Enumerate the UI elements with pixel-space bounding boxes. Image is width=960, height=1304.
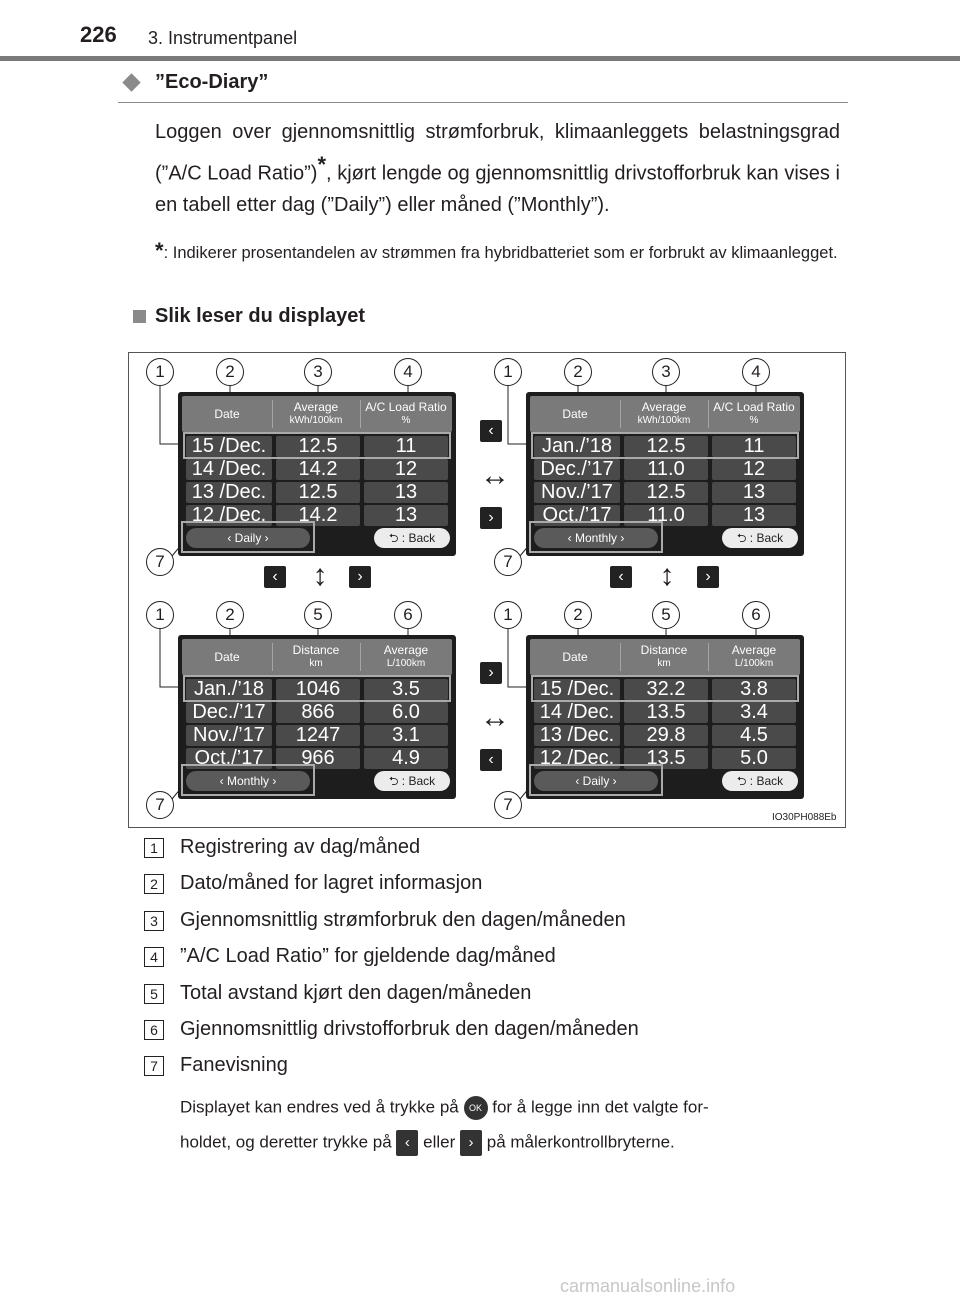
- chevron-left-icon: ‹: [480, 420, 502, 442]
- table-cell: 4.9: [364, 748, 448, 769]
- legend-text: Gjennomsnittlig drivstofforbruk den dagen/måneden: [180, 1018, 639, 1040]
- callout-number: 4: [742, 358, 770, 386]
- callout-number: 1: [146, 358, 174, 386]
- column-header: [708, 639, 800, 675]
- header-divider: [708, 400, 709, 428]
- column-header-label: Average: [383, 643, 429, 657]
- highlight-frame-tab: [529, 521, 663, 553]
- table-cell: 15 /Dec.: [534, 679, 620, 700]
- legend-number: 5: [144, 984, 164, 1004]
- footer-text-2: for å legge inn det valgte for-: [492, 1097, 709, 1117]
- column-header: [620, 639, 708, 675]
- swap-horizontal-icon: ↔: [480, 701, 510, 734]
- footer-line-1: [180, 1096, 850, 1120]
- table-header: [530, 396, 800, 432]
- legend-text: Total avstand kjørt den dagen/måneden: [180, 981, 532, 1004]
- table-cell: 12.5: [624, 436, 708, 457]
- column-header-label: A/C Load Ratio: [365, 400, 447, 414]
- table-cell: 13: [364, 505, 448, 526]
- header-divider: [360, 400, 361, 428]
- chevron-left-icon: ‹: [480, 749, 502, 771]
- table-row: [186, 702, 448, 723]
- chevron-right-icon: ›: [349, 566, 371, 588]
- table-row: [186, 482, 448, 503]
- table-cell: 6.0: [364, 702, 448, 723]
- table-cell: 15 /Dec.: [186, 436, 272, 457]
- header-divider: [620, 643, 621, 671]
- table-cell: 14 /Dec.: [186, 459, 272, 480]
- legend-number: 2: [144, 874, 164, 894]
- tab-selector[interactable]: ‹ Monthly ›: [186, 771, 310, 791]
- column-header: [530, 639, 620, 675]
- highlight-frame-tab: [181, 764, 315, 796]
- column-header: [530, 396, 620, 432]
- legend-number: 4: [144, 947, 164, 967]
- column-header-unit: L/100km: [734, 658, 774, 669]
- table-cell: 12: [364, 459, 448, 480]
- table-cell: 5.0: [712, 748, 796, 769]
- table-cell: 3.4: [712, 702, 796, 723]
- legend-text: Gjennomsnittlig strømforbruk den dagen/måneden: [180, 908, 626, 931]
- body-text-1: Loggen over gjennomsnittlig strømforbruk, klimaanleggets belastningsgrad (”A/C Load Ratio”): [155, 121, 840, 185]
- callout-number: 6: [742, 601, 770, 629]
- table-row: [534, 459, 796, 480]
- column-header-unit: %: [749, 415, 759, 426]
- column-header: [272, 639, 360, 675]
- table-cell: Dec./’17: [186, 702, 272, 723]
- highlight-frame-date-row: [183, 675, 451, 702]
- highlight-frame-date-row: [531, 675, 799, 702]
- column-header-label: Average: [731, 643, 777, 657]
- column-header-label: Date: [562, 406, 588, 421]
- header-divider: [708, 643, 709, 671]
- swap-vertical-icon: ↕: [312, 559, 328, 592]
- table-cell: 29.8: [624, 725, 708, 746]
- highlight-frame-date-row: [531, 432, 799, 459]
- table-row: [534, 702, 796, 723]
- column-header-unit: L/100km: [386, 658, 426, 669]
- header-divider: [272, 643, 273, 671]
- column-header: [272, 396, 360, 432]
- back-button[interactable]: ⮌ : Back: [722, 771, 798, 791]
- table-cell: 14.2: [276, 505, 360, 526]
- column-header-unit: kWh/100km: [289, 415, 343, 426]
- column-header: [182, 396, 272, 432]
- table-cell: Nov./’17: [534, 482, 620, 503]
- legend-text: Dato/måned for lagret informasjon: [180, 872, 483, 895]
- column-header-unit: km: [309, 658, 323, 669]
- footer-text-5: på målerkontrollbryterne.: [486, 1132, 675, 1152]
- table-cell: 12.5: [276, 482, 360, 503]
- footer-text-3: holdet, og deretter trykke på: [180, 1132, 392, 1152]
- table-cell: 966: [276, 748, 360, 769]
- column-header-label: Distance: [640, 643, 688, 657]
- table-cell: 12.5: [624, 482, 708, 503]
- table-cell: 14.2: [276, 459, 360, 480]
- callout-number: 2: [216, 601, 244, 629]
- footer-line-2: [180, 1130, 850, 1156]
- header-divider: [360, 643, 361, 671]
- column-header: [360, 639, 452, 675]
- column-header-label: A/C Load Ratio: [713, 400, 795, 414]
- back-button[interactable]: ⮌ : Back: [722, 528, 798, 548]
- legend-text: ”A/C Load Ratio” for gjeldende dag/måned: [180, 945, 556, 968]
- table-row: [186, 459, 448, 480]
- table-cell: 1046: [276, 679, 360, 700]
- tab-selector[interactable]: ‹ Daily ›: [534, 771, 658, 791]
- footer-text-4: eller: [423, 1132, 456, 1152]
- callout-number: 2: [564, 358, 592, 386]
- table-cell: 13 /Dec.: [186, 482, 272, 503]
- header-divider: [272, 400, 273, 428]
- callout-number: 1: [146, 601, 174, 629]
- table-header: [182, 396, 452, 432]
- highlight-frame-date-row: [183, 432, 451, 459]
- table-cell: 13: [364, 482, 448, 503]
- table-cell: 14 /Dec.: [534, 702, 620, 723]
- callout-number: 6: [394, 601, 422, 629]
- chevron-left-icon: ‹: [610, 566, 632, 588]
- callout-number: 5: [652, 601, 680, 629]
- column-header: [182, 639, 272, 675]
- column-header-unit: km: [657, 658, 671, 669]
- page-number: 226: [80, 22, 117, 47]
- table-header: [182, 639, 452, 675]
- callout-number: 4: [394, 358, 422, 386]
- table-header: [530, 639, 800, 675]
- legend-number: 6: [144, 1020, 164, 1040]
- watermark: carmanualsonline.info: [560, 1276, 736, 1296]
- figure-code: IO30PH088Eb: [772, 812, 837, 823]
- tab-selector[interactable]: ‹ Monthly ›: [534, 528, 658, 548]
- table-row: [534, 482, 796, 503]
- table-cell: 13: [712, 482, 796, 503]
- ok-button-icon: OK: [464, 1096, 488, 1120]
- header-divider: [620, 400, 621, 428]
- table-cell: 13: [712, 505, 796, 526]
- chevron-left-icon: ‹: [264, 566, 286, 588]
- back-button[interactable]: ⮌ : Back: [374, 771, 450, 791]
- table-cell: 32.2: [624, 679, 708, 700]
- table-cell: 12 /Dec.: [534, 748, 620, 769]
- table-cell: Nov./’17: [186, 725, 272, 746]
- subsection-title: Slik leser du displayet: [155, 305, 366, 327]
- callout-number: 3: [304, 358, 332, 386]
- chevron-right-icon: ›: [697, 566, 719, 588]
- body-text-2: , kjørt lengde og gjennomsnittlig drivstofforbruk kan vises i en tabell etter dag (”Daily”) eller måned (”Monthly”).: [155, 162, 840, 216]
- callout-number: 7: [146, 548, 174, 576]
- column-header-unit: kWh/100km: [637, 415, 691, 426]
- table-cell: 3.8: [712, 679, 796, 700]
- table-cell: 3.1: [364, 725, 448, 746]
- callout-number: 1: [494, 601, 522, 629]
- legend-text: Registrering av dag/måned: [180, 836, 421, 858]
- callout-number: 5: [304, 601, 332, 629]
- legend-number: 3: [144, 911, 164, 931]
- table-cell: Jan./’18: [534, 436, 620, 457]
- column-header-label: Date: [214, 406, 240, 421]
- highlight-frame-tab: [181, 521, 315, 553]
- tab-selector[interactable]: ‹ Daily ›: [186, 528, 310, 548]
- chevron-left-icon: ‹: [396, 1130, 418, 1156]
- table-cell: 12.5: [276, 436, 360, 457]
- footnote-marker: *: [317, 151, 327, 177]
- table-cell: 11: [364, 436, 448, 457]
- footnote-text: : Indikerer prosentandelen av strømmen fra hybridbatteriet som er forbrukt av klimaanlegget.: [163, 244, 838, 262]
- legend-number: 1: [144, 838, 164, 858]
- footnote-star: *: [155, 238, 164, 263]
- callout-number: 3: [652, 358, 680, 386]
- back-button[interactable]: ⮌ : Back: [374, 528, 450, 548]
- table-cell: 4.5: [712, 725, 796, 746]
- swap-vertical-icon: ↕: [659, 559, 675, 592]
- column-header-label: Average: [293, 400, 339, 414]
- table-cell: 12 /Dec.: [186, 505, 272, 526]
- column-header-label: Date: [214, 649, 240, 664]
- table-cell: 11: [712, 436, 796, 457]
- table-cell: 1247: [276, 725, 360, 746]
- callout-number: 2: [216, 358, 244, 386]
- column-header-unit: %: [401, 415, 411, 426]
- callout-number: 1: [494, 358, 522, 386]
- highlight-frame-tab: [529, 764, 663, 796]
- table-cell: Jan./’18: [186, 679, 272, 700]
- column-header-label: Average: [641, 400, 687, 414]
- swap-horizontal-icon: ↔: [480, 459, 510, 492]
- column-header: [708, 396, 800, 432]
- chevron-right-icon: ›: [480, 662, 502, 684]
- chapter-title: 3. Instrumentpanel: [148, 28, 298, 48]
- legend-number: 7: [144, 1056, 164, 1076]
- table-cell: 11.0: [624, 459, 708, 480]
- table-row: [186, 725, 448, 746]
- section-title: ”Eco-Diary”: [155, 71, 269, 93]
- table-cell: 11.0: [624, 505, 708, 526]
- table-cell: Oct./’17: [534, 505, 620, 526]
- table-cell: 13.5: [624, 702, 708, 723]
- callout-number: 7: [146, 791, 174, 819]
- column-header-label: Date: [562, 649, 588, 664]
- column-header-label: Distance: [292, 643, 340, 657]
- table-cell: 3.5: [364, 679, 448, 700]
- chevron-right-icon: ›: [460, 1130, 482, 1156]
- callout-number: 2: [564, 601, 592, 629]
- table-cell: Dec./’17: [534, 459, 620, 480]
- legend-text: Fanevisning: [180, 1054, 288, 1077]
- table-cell: 12: [712, 459, 796, 480]
- column-header: [620, 396, 708, 432]
- callout-number: 7: [494, 548, 522, 576]
- column-header: [360, 396, 452, 432]
- callout-number: 7: [494, 791, 522, 819]
- table-cell: Oct./’17: [186, 748, 272, 769]
- table-cell: 13.5: [624, 748, 708, 769]
- table-cell: 13 /Dec.: [534, 725, 620, 746]
- footer-text-1: Displayet kan endres ved å trykke på: [180, 1097, 459, 1117]
- table-cell: 866: [276, 702, 360, 723]
- chevron-right-icon: ›: [480, 507, 502, 529]
- table-row: [534, 725, 796, 746]
